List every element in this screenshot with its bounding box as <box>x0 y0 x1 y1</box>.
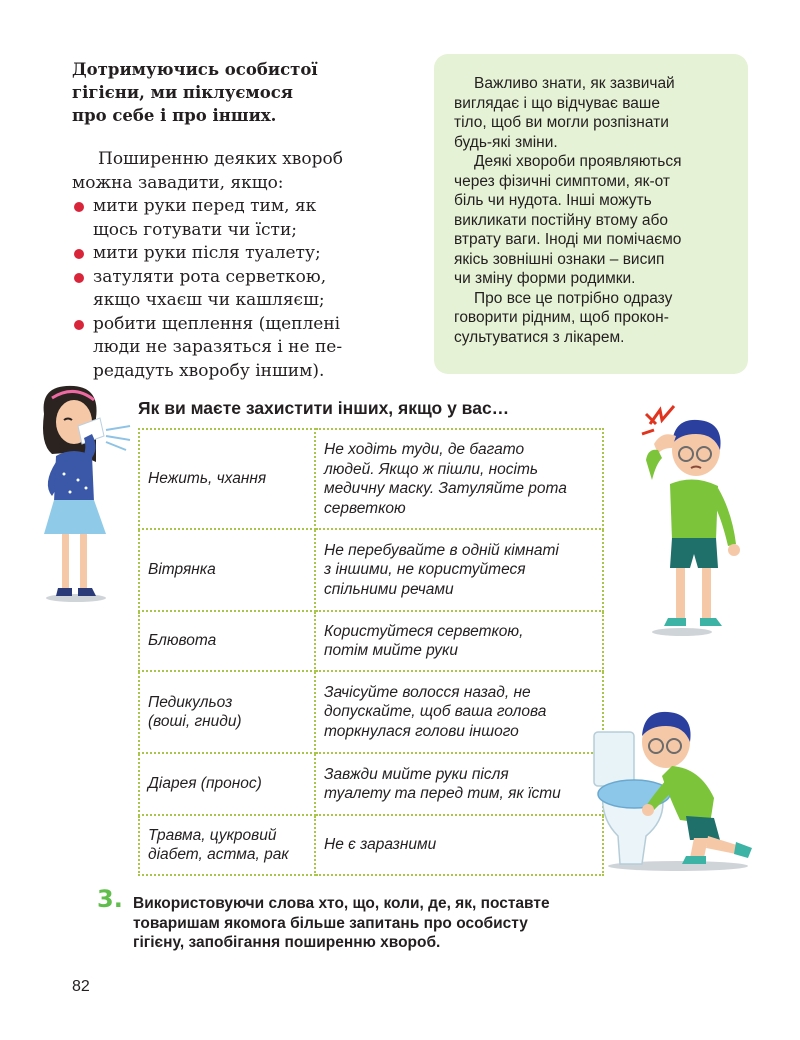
table-title: Як ви маєте захистити інших, якщо у вас… <box>138 398 510 418</box>
advice-text: людей. Якщо ж пішли, носіть <box>324 460 539 478</box>
info-line: Деякі хвороби проявляються <box>474 153 682 170</box>
bullet-item <box>72 195 392 219</box>
bullet-text: робити щеплення (щеплені <box>93 313 341 334</box>
headache-boy-illustration <box>636 404 746 640</box>
bullet-item <box>72 242 392 266</box>
advice-text: туалету та перед тим, як їсти <box>324 785 561 802</box>
advice-cell <box>315 429 603 529</box>
info-line: викликати постійну втому або <box>454 211 669 229</box>
advice-text: Зачісуйте волосся назад, не <box>324 683 531 701</box>
sick-boy-toilet-illustration <box>590 698 762 874</box>
illness-cell <box>139 671 315 753</box>
bullet-item <box>72 266 392 290</box>
illness-cell <box>139 611 315 671</box>
info-line: виглядає і що відчуває ваше <box>454 94 660 112</box>
advice-cell <box>315 529 603 611</box>
table-row <box>139 611 603 671</box>
info-box <box>434 54 748 374</box>
advice-text: серветкою <box>324 499 406 517</box>
advice-cell <box>315 671 603 753</box>
table-row <box>139 529 603 611</box>
info-line: Важливо знати, як зазвичай <box>474 75 675 92</box>
intro-heading-line: Дотримуючись особистої <box>72 60 318 79</box>
bullet-text: затуляти рота серветкою, <box>93 266 327 287</box>
illness-text: діабет, астма, рак <box>148 846 289 863</box>
table-row <box>139 429 603 529</box>
illness-text: Блювота <box>148 632 217 650</box>
bullet-text: мити руки після туалету; <box>93 243 321 263</box>
intro-lead-line: можна завадити, якщо: <box>72 172 284 193</box>
bullet-dot-icon <box>74 320 84 330</box>
bullet-item <box>72 313 392 337</box>
advice-text: медичну маску. Затуляйте рота <box>324 480 567 497</box>
advice-text: потім мийте руки <box>324 642 458 659</box>
illness-text: Травма, цукровий <box>148 826 277 844</box>
illness-cell <box>139 753 315 815</box>
table-row <box>139 753 603 815</box>
intro-body <box>72 148 392 383</box>
bullet-continuation: люди не заразяться і не пе- <box>93 337 343 357</box>
advice-text: Не ходіть туди, де багато <box>324 441 525 458</box>
advice-cell <box>315 611 603 671</box>
intro-heading <box>72 58 372 127</box>
intro-heading-line: гігієни, ми піклуємося <box>72 83 294 102</box>
advice-text: Не перебувайте в одній кімнаті <box>324 541 559 559</box>
task-line: Використовуючи слова хто, що, коли, де, як, поставте <box>133 895 550 912</box>
table-row <box>139 671 603 753</box>
info-line: якісь зовнішні ознаки – висип <box>454 250 665 268</box>
advice-text: торкнулася голови іншого <box>324 722 519 740</box>
advice-text: Не є заразними <box>324 836 437 854</box>
illness-text: Нежить, чхання <box>148 470 267 488</box>
illness-text: Вітрянка <box>148 561 216 579</box>
intro-lead-line: Поширенню деяких хвороб <box>98 149 343 169</box>
advice-text: Користуйтеся серветкою, <box>324 622 524 640</box>
intro-heading-line: про себе і про інших. <box>72 106 277 125</box>
bullet-continuation: якщо чхаєш чи кашляєш; <box>93 290 325 310</box>
advice-text: з іншими, не користуйтеся <box>324 561 526 579</box>
info-line: втрату ваги. Іноді ми помічаємо <box>454 231 682 248</box>
info-line: сультуватися з лікарем. <box>454 328 625 346</box>
bullet-text: мити руки перед тим, як <box>93 196 317 216</box>
task-line: товаришам якомога більше запитань про особисту <box>133 914 528 932</box>
bullet-dot-icon <box>74 249 84 259</box>
table-row <box>139 815 603 875</box>
info-line: тіло, щоб ви могли розпізнати <box>454 114 669 131</box>
info-line: говорити рідним, щоб прокон- <box>454 309 669 326</box>
advice-cell <box>315 753 603 815</box>
info-line: будь-які зміни. <box>454 133 558 151</box>
sneezing-girl-illustration <box>30 384 138 606</box>
illness-text: Педикульоз <box>148 693 233 711</box>
illness-cell <box>139 429 315 529</box>
advice-table <box>138 428 604 876</box>
illness-text: Діарея (пронос) <box>148 775 262 793</box>
bullet-dot-icon <box>74 202 84 212</box>
illness-cell <box>139 815 315 875</box>
bullet-dot-icon <box>74 273 84 283</box>
info-line: чи зміну форми родимки. <box>454 270 636 287</box>
illness-text: (воші, гниди) <box>148 713 242 730</box>
advice-cell <box>315 815 603 875</box>
task-line: гігієну, запобігання поширенню хвороб. <box>133 934 441 951</box>
illness-cell <box>139 529 315 611</box>
page-number: 82 <box>72 978 90 995</box>
advice-text: Завжди мийте руки після <box>324 765 509 783</box>
advice-text: допускайте, щоб ваша голова <box>324 703 547 721</box>
info-line: біль чи нудота. Інші можуть <box>454 192 652 209</box>
advice-text: спільними речами <box>324 580 454 598</box>
info-line: Про все це потрібно одразу <box>474 289 673 307</box>
bullet-continuation: редадуть хворобу іншим). <box>93 360 325 381</box>
task-number: 3. <box>97 885 123 913</box>
info-line: через фізичні симптоми, як-от <box>454 172 671 190</box>
bullet-continuation: щось готувати чи їсти; <box>93 219 298 240</box>
